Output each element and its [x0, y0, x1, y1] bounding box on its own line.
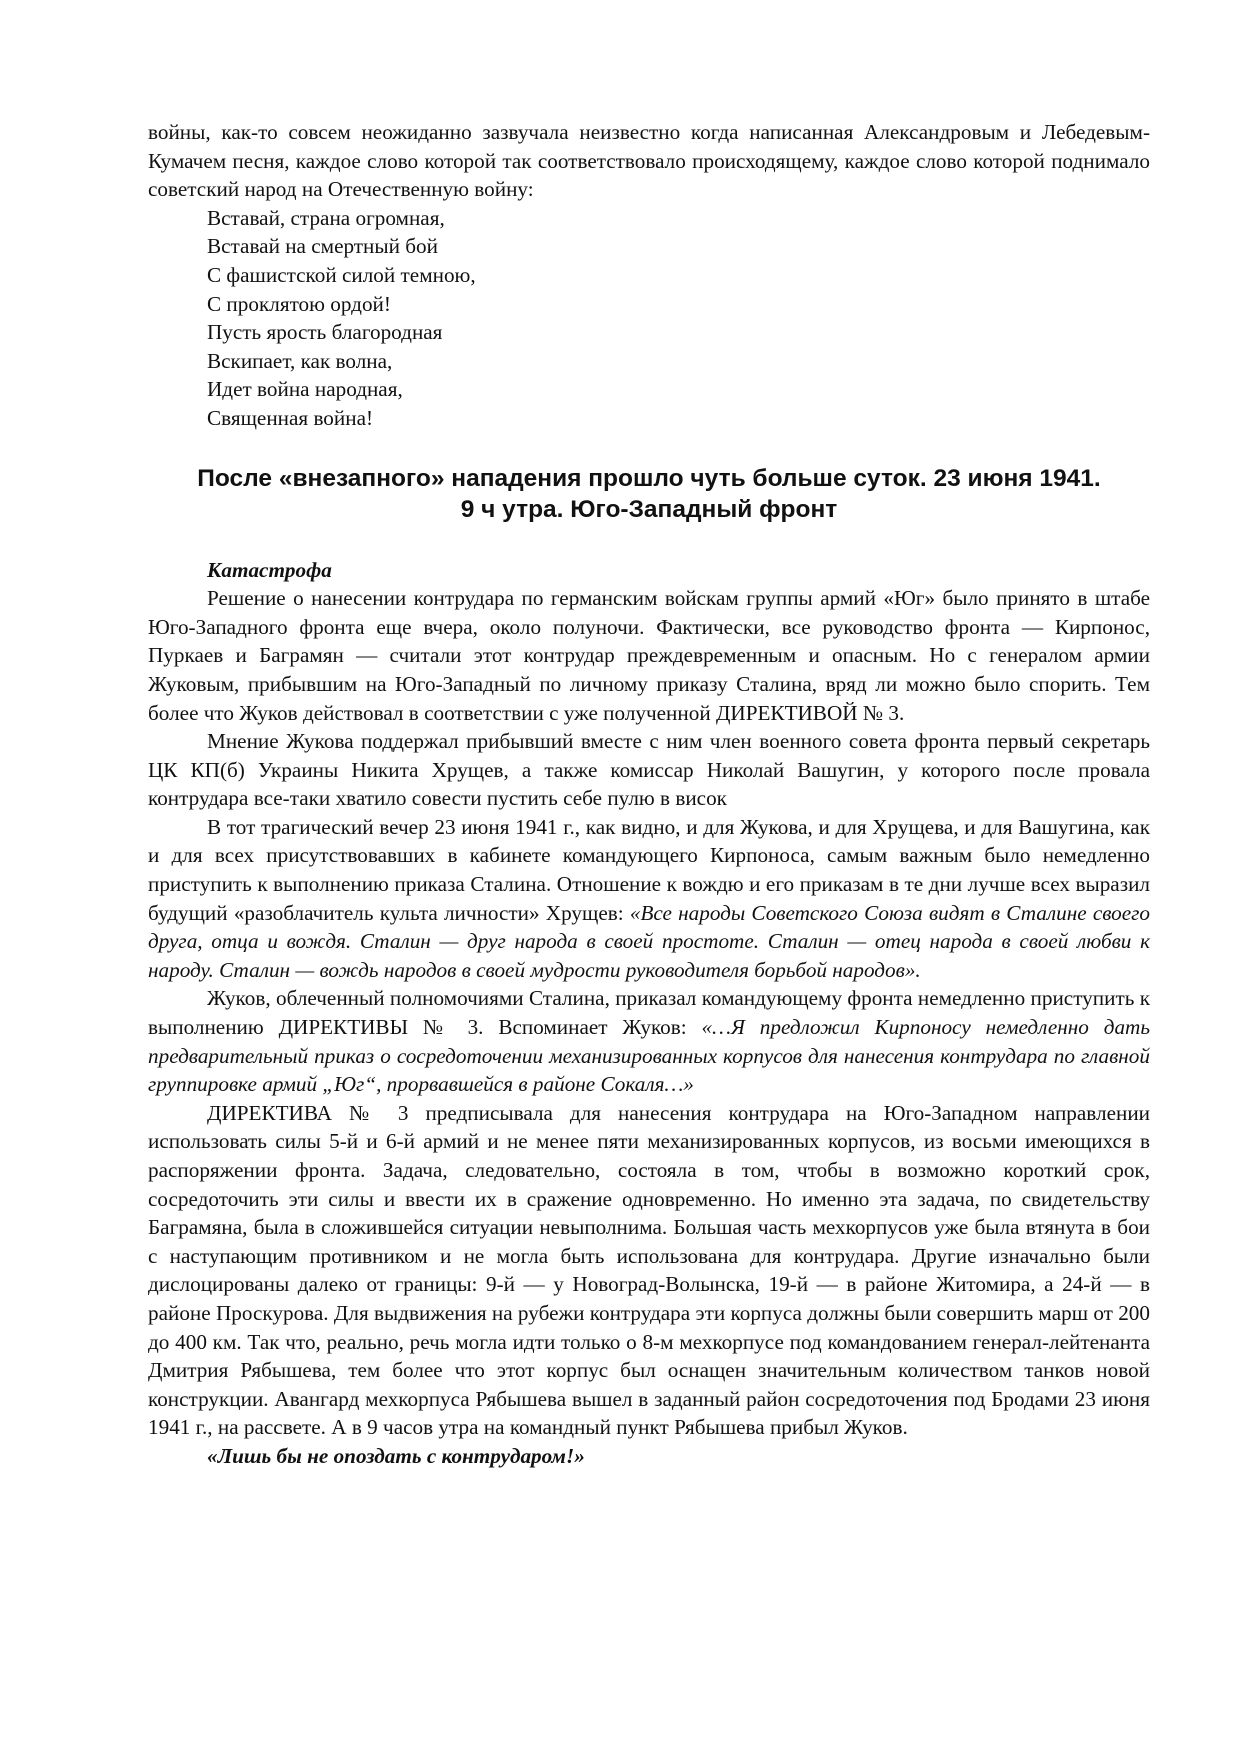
paragraph-3: [148, 813, 1150, 985]
intro-paragraph: войны, как-то совсем неожиданно зазвучала неизвестно когда написанная Александровым и Лебедевым-Кумачем песня, каждое слово которой так соответствовало происходящему, каждое слово которой поднимало советский народ на Отечественную войну:: [148, 120, 1150, 202]
zhukov-quote: «…Я предложил Кирпоносу немедленно дать предварительный приказ о сосредоточении механизированных корпусов для нанесения контрудара по главной группировке армий „Юг“, прорвавшейся в районе Сокаля…»: [148, 1015, 1151, 1097]
verse-line: Идет война народная,: [207, 377, 403, 402]
song-verse: [148, 204, 1150, 433]
section-heading-line-2: 9 ч утра. Юго-Западный фронт: [460, 495, 838, 523]
verse-line: Вскипает, как волна,: [207, 348, 393, 373]
paragraph-1: Решение о нанесении контрудара по германским войскам группы армий «Юг» было принято в штабе Юго-Западного фронта еще вчера, около полуночи. Фактически, все руководство фронта — Кирпонос, Пуркаев и Баграмян — считали этот контрудар преждевременным и опасным. Но с генералом армии Жуковым, прибывшим на Юго-Западный по личному приказу Сталина, вряд ли можно было спорить. Тем более что Жуков действовал в соответствии с уже полученной ДИРЕКТИВОЙ № 3.: [148, 586, 1150, 725]
paragraph-5: ДИРЕКТИВА № 3 предписывала для нанесения контрудара на Юго-Западном направлении использовать силы 5-й и 6-й армий и не менее пяти механизированных корпусов, из восьми имеющихся в распоряжении фронта. Задача, следовательно, состояла в том, чтобы в возможно короткий срок, сосредоточить эти силы и ввести их в сражение одновременно. Но именно эта задача, по свидетельству Баграмяна, была в сложившейся ситуации невыполнима. Большая часть мехкорпусов уже была втянута в бои с наступающим противником и не могла быть использована для контрудара. Другие изначально были дислоцированы далеко от границы: 9-й — у Новоград-Волынска, 19-й — в районе Житомира, а 24-й — в районе Проскурова. Для выдвижения на рубежи контрудара эти корпуса должны были совершить марш от 200 до 400 км. Так что, реально, речь могла идти только о 8-м мехкорпусе под командованием генерал-лейтенанта Дмитрия Рябышева, тем более что этот корпус был оснащен значительным количеством танков новой конструкции. Авангард мехкорпуса Рябышева вышел в заданный район сосредоточения под Бродами 23 июня 1941 г., на рассвете. А в 9 часов утра на командный пункт Рябышева прибыл Жуков.: [148, 1100, 1150, 1440]
paragraph-3-text: В тот трагический вечер 23 июня 1941 г., как видно, и для Жукова, и для Хрущева, и для Вашугина, как и для всех присутствовавших в кабинете командующего Кирпоноса, самым важным было немедленно приступить к выполнению приказа Сталина. Отношение к вождю и его приказам в те дни лучше всех выразил будущий «разоблачитель культа личности» Хрущев:: [148, 814, 1150, 925]
verse-line: Священная война!: [207, 405, 374, 430]
verse-line: Вставай на смертный бой: [207, 234, 438, 259]
verse-line: Пусть ярость благородная: [207, 320, 443, 345]
verse-line: Вставай, страна огромная,: [207, 205, 445, 230]
section-heading: [148, 463, 1150, 525]
subheading-counterattack: «Лишь бы не опоздать с контрударом!»: [207, 1443, 585, 1468]
verse-line: С проклятою ордой!: [207, 291, 391, 316]
paragraph-4-text: Жуков, облеченный полномочиями Сталина, приказал командующему фронта немедленно приступить к выполнению ДИРЕКТИВЫ № 3. Вспоминает Жуков:: [148, 986, 1150, 1040]
paragraph-2: Мнение Жукова поддержал прибывший вместе с ним член военного совета фронта первый секретарь ЦК КП(б) Украины Никита Хрущев, а также комиссар Николай Вашугин, у которого после провала контрудара все-таки хватило совести пустить себе пулю в висок: [148, 729, 1150, 811]
document-page: [148, 118, 1150, 1471]
verse-line: С фашистской силой темною,: [207, 262, 476, 287]
khrushchev-quote: «Все народы Советского Союза видят в Сталине своего друга, отца и вождя. Сталин — друг народа в своей простоте. Сталин — отец народа в своей любви к народу. Сталин — вождь народов в своей мудрости руководителя борьбой народов».: [148, 900, 1151, 982]
section-heading-line-1: После «внезапного» нападения прошло чуть больше суток. 23 июня 1941.: [197, 464, 1101, 492]
subheading-catastrophe: Катастрофа: [207, 557, 332, 582]
paragraph-4: [148, 984, 1150, 1098]
